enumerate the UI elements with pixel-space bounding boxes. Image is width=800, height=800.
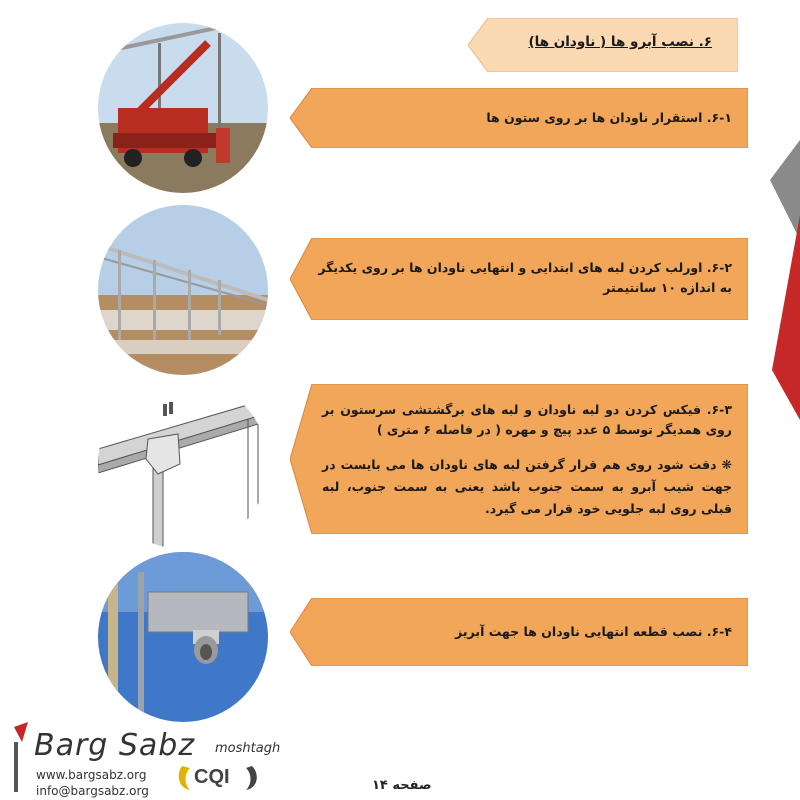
brand-name: Barg Sabz [34,728,196,763]
crane-installation-photo [98,23,268,193]
section-title-banner [468,18,738,72]
brand-subtitle: moshtagh [215,741,281,756]
step-banner-2 [290,238,748,320]
step-banner-1 [290,88,748,148]
side-decoration [760,120,800,440]
step-3-note: ❋ دقت شود روی هم قرار گرفتن لبه های ناودان ها می بایست در جهت شیب آبرو به سمت جنوب باشد یعنی به سمت جنوب، لبه قبلی روی لبه جلویی خود قرار می گیرد. [322,457,732,516]
cqi-label: CQI [194,766,230,788]
section-title: ۶. نصب آبرو ها ( ناودان ها) [528,34,712,50]
step-3-text: ۶-۳. فیکس کردن دو لبه ناودان و لبه های برگشتشی سرستون بر روی همدیگر توسط ۵ عدد پیچ و مهره ( در فاصله ۶ متری ) [322,402,732,437]
page-number: صفحه ۱۴ [372,778,432,793]
step-4-text: ۶-۴. نصب قطعه انتهایی ناودان ها جهت آبریز [455,624,732,639]
email-link[interactable]: info@bargsabz.org [36,784,149,798]
website-link[interactable]: www.bargsabz.org [36,768,147,782]
cqi-certification-logo [176,760,266,796]
bolt-fixing-drawing [98,379,268,549]
gutter-overlap-photo [98,205,268,375]
brand-leaf-icon [10,722,32,792]
step-1-text: ۶-۱. استقرار ناودان ها بر روی ستون ها [486,110,732,125]
step-banner-4 [290,598,748,666]
step-2-text: ۶-۲. اورلب کردن لبه های ابتدایی و انتهایی ناودان ها بر روی یکدیگر به اندازه ۱۰ سانتیمتر [318,260,732,295]
gutter-end-piece-photo [98,552,268,722]
step-banner-3 [290,384,748,534]
